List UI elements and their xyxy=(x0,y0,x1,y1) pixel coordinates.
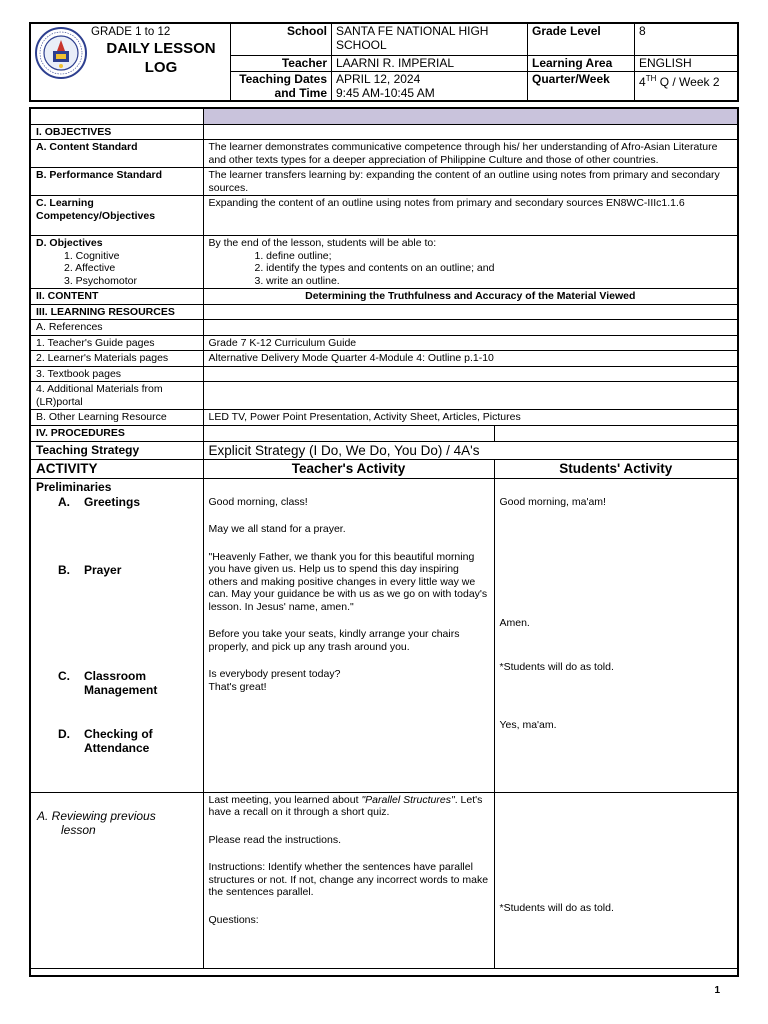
prelim-letter: D. xyxy=(58,726,70,741)
performance-standard-text: The learner transfers learning by: expanding the content of an outline using notes from primary and secondary sources. xyxy=(203,168,737,196)
objectives-label-cell xyxy=(31,236,203,289)
prelim-letter: C. xyxy=(58,668,70,683)
prelim-label: Greetings xyxy=(84,494,141,509)
review-label xyxy=(31,792,203,968)
review-intro-pre: Last meeting, you learned about xyxy=(208,793,362,806)
prelim-item xyxy=(36,495,198,509)
review-questions-label: Questions: xyxy=(208,913,259,926)
grade-range: GRADE 1 to 12 xyxy=(91,26,171,38)
grade-level-value: 8 xyxy=(635,24,738,55)
domain-item: 3. Psychomotor xyxy=(64,274,137,287)
teacher-column-header: Teacher's Activity xyxy=(203,460,494,479)
resource-value: Grade 7 K-12 Curriculum Guide xyxy=(203,335,737,351)
domain-item: 2. Affective xyxy=(64,262,116,274)
review-intro xyxy=(209,794,489,819)
teacher-label: Teacher xyxy=(231,55,332,71)
teacher-stand-prompt: May we all stand for a prayer. xyxy=(208,523,346,535)
lesson-table xyxy=(29,107,739,977)
school-label: School xyxy=(231,24,332,55)
date-text: APRIL 12, 2024 xyxy=(336,71,421,86)
prelim-label: Prayer xyxy=(84,562,122,577)
prelim-letter: A. xyxy=(58,494,70,509)
blank-cell xyxy=(203,304,737,320)
quarter-suffix: TH xyxy=(645,73,657,83)
student-amen: Amen. xyxy=(499,617,530,629)
resource-label: 1. Teacher's Guide pages xyxy=(31,335,203,351)
objectives-label: D. Objectives xyxy=(36,237,103,249)
resource-value xyxy=(203,382,737,410)
objective-item: 3. write an outline. xyxy=(254,274,340,287)
quarter-week: Q / Week 2 xyxy=(656,74,720,89)
blank-cell xyxy=(203,320,737,336)
blank-cell xyxy=(203,124,737,140)
quarter-number: 4 xyxy=(639,74,646,89)
objectives-text-cell xyxy=(203,236,737,289)
document-title: DAILY LESSON LOG xyxy=(106,40,216,76)
resource-label: 2. Learner's Materials pages xyxy=(31,351,203,367)
blank-cell xyxy=(31,109,203,124)
domain-item: 1. Cognitive xyxy=(64,249,120,262)
learning-area-label: Learning Area xyxy=(528,55,635,71)
student-review-response: *Students will do as told. xyxy=(499,901,614,914)
resource-value xyxy=(203,366,737,382)
learning-area-value: ENGLISH xyxy=(635,55,738,71)
school-value: SANTA FE NATIONAL HIGH SCHOOL xyxy=(332,24,528,55)
grade-level-label: Grade Level xyxy=(528,24,635,55)
student-greeting: Good morning, ma'am! xyxy=(499,495,606,508)
dates-value xyxy=(332,71,528,100)
students-column-header: Students' Activity xyxy=(494,460,737,479)
header-info-grid xyxy=(230,24,738,100)
strategy-label: Teaching Strategy xyxy=(31,441,203,460)
shaded-header-bar xyxy=(203,109,737,124)
students-preliminaries-cell xyxy=(494,478,737,792)
quarter-label: Quarter/Week xyxy=(528,71,635,100)
page-number: 1 xyxy=(714,985,720,996)
content-standard-label: A. Content Standard xyxy=(31,140,203,168)
deped-seal-icon xyxy=(35,27,87,79)
prelim-item xyxy=(36,669,198,697)
objectives-intro: By the end of the lesson, students will be able to: xyxy=(208,237,437,249)
teacher-attendance-question: Is everybody present today? xyxy=(208,668,341,680)
objective-item: 1. define outline; xyxy=(254,249,332,262)
quarter-value xyxy=(635,71,738,100)
review-read-prompt: Please read the instructions. xyxy=(208,833,341,846)
objectives-heading: I. OBJECTIVES xyxy=(31,124,203,140)
students-review-cell xyxy=(494,792,737,968)
time-text: 9:45 AM-10:45 AM xyxy=(336,85,435,100)
teacher-value: LAARNI R. IMPERIAL xyxy=(332,55,528,71)
competency-text: Expanding the content of an outline using notes from primary and secondary sources EN8WC-IIIc1.1.6 xyxy=(203,196,737,236)
teacher-attendance-reply: That's great! xyxy=(208,680,267,693)
other-resource-label: B. Other Learning Resource xyxy=(31,410,203,426)
content-standard-text: The learner demonstrates communicative competence through his/ her understanding of Afro-Asian Literature and other texts types for a deeper appreciation of Philippine Culture and those of other countries. xyxy=(203,140,737,168)
teacher-prayer: "Heavenly Father, we thank you for this beautiful morning you have given us. Help us to spend this day inspiring others and making positive changes in every little way we can. May your guidance be with us as we go on with today's lesson. In Jesus' name, amen." xyxy=(208,550,488,613)
student-manage-response: *Students will do as told. xyxy=(499,660,614,673)
review-instructions: Instructions: Identify whether the sentences have parallel structures or not. If not, change any incorrect words to make the sentences parallel. xyxy=(208,861,489,898)
resources-heading: III. LEARNING RESOURCES xyxy=(31,304,203,320)
objective-item: 2. identify the types and contents on an outline; and xyxy=(254,262,495,274)
references-label: A. References xyxy=(31,320,203,336)
other-resource-value: LED TV, Power Point Presentation, Activity Sheet, Articles, Pictures xyxy=(203,410,737,426)
review-label-text: A. Reviewing previous lesson xyxy=(37,808,156,837)
content-text: Determining the Truthfulness and Accuracy of the Material Viewed xyxy=(203,289,737,305)
activity-column-header: ACTIVITY xyxy=(31,460,203,479)
content-heading: II. CONTENT xyxy=(31,289,203,305)
dates-label: Teaching Dates and Time xyxy=(231,71,332,100)
teacher-greeting: Good morning, class! xyxy=(208,495,308,508)
review-intro-post: . Let's have a recall on it through a short quiz. xyxy=(208,793,483,818)
header-block xyxy=(29,22,739,102)
teacher-preliminaries-cell xyxy=(203,478,494,792)
blank-cell xyxy=(494,425,737,441)
preliminaries-cell xyxy=(31,478,203,792)
resource-value: Alternative Delivery Mode Quarter 4-Module 4: Outline p.1-10 xyxy=(203,351,737,367)
teacher-classroom-management: Before you take your seats, kindly arrange your chairs properly, and pick up any trash around you. xyxy=(208,628,460,653)
preliminaries-label: Preliminaries xyxy=(36,479,112,494)
review-topic: "Parallel Structures" xyxy=(361,793,455,806)
blank-cell xyxy=(203,425,494,441)
resource-label: 3. Textbook pages xyxy=(31,366,203,382)
prelim-letter: B. xyxy=(58,562,70,577)
competency-label: C. Learning Competency/Objectives xyxy=(31,196,203,236)
prelim-label: Classroom Management xyxy=(84,668,158,697)
performance-standard-label: B. Performance Standard xyxy=(31,168,203,196)
prelim-item xyxy=(36,563,198,577)
prelim-item xyxy=(36,727,198,755)
prelim-label: Checking of Attendance xyxy=(84,726,153,755)
strategy-value: Explicit Strategy (I Do, We Do, You Do) / 4A's xyxy=(203,441,737,460)
teacher-review-cell xyxy=(203,792,494,968)
resource-label: 4. Additional Materials from (LR)portal xyxy=(31,382,203,410)
student-attendance-response: Yes, ma'am. xyxy=(499,719,557,731)
procedures-heading: IV. PROCEDURES xyxy=(31,425,203,441)
